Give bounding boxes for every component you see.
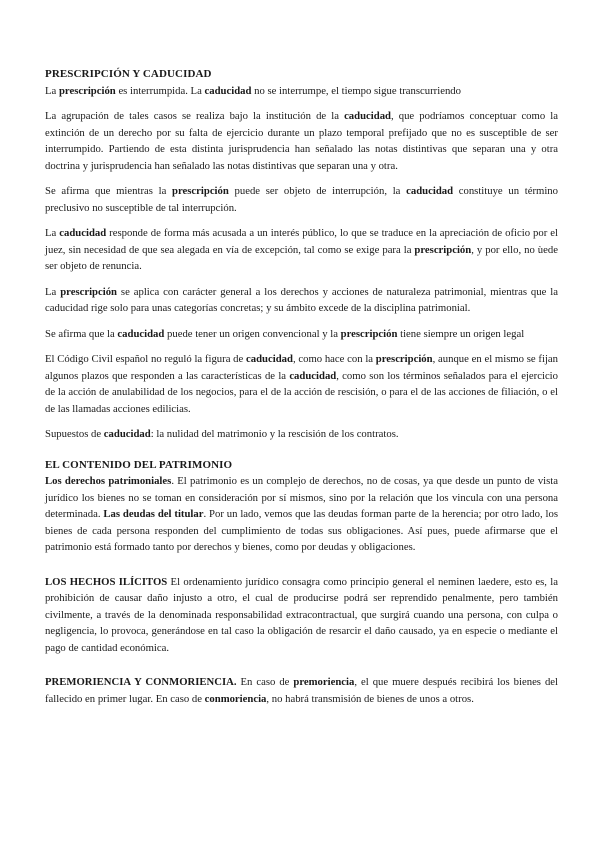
paragraph: Se afirma que mientras la prescripción puede ser objeto de interrupción, la caducidad constituye un término preclusivo no susceptible de tal interrupción. — [45, 185, 558, 214]
section-heading-patrimonio: EL CONTENIDO DEL PATRIMONIO — [45, 458, 233, 471]
paragraph: Los derechos patrimoniales. El patrimonio es un complejo de derechos, no de cosas, ya que desde un punto de vista jurídico los bienes no se toman en consideración por sí mismos, sino por la relación que los vincula con una persona determinada. Las deudas del titular. Por un lado, vemos que las deudas forman parte de la herencia; por otro lado, los bienes de cada persona responden del cumplimiento de todas sus obligaciones. Así pues, puede afirmarse que el patrimonio está formado tanto por derechos y bienes, como por deudas y obligaciones. — [45, 475, 559, 553]
paragraph: La prescripción es interrumpida. La caducidad no se interrumpe, el tiempo sigue transcurriendo — [45, 84, 461, 97]
document-page — [45, 66, 558, 716]
paragraph: La agrupación de tales casos se realiza bajo la institución de la caducidad, que podríamos conceptuar como la extinción de un derecho por su falta de ejercicio durante un plazo temporal prefijado que no es susceptible de ser interrumpido. Partiendo de esta distinta jurisprudencia han señalado las notas distintivas que separan una y otra doctrina y jurisprudencia han señalado las notas distintivas que separan una y otra. — [45, 110, 558, 172]
paragraph: La caducidad responde de forma más acusada a un interés público, lo que se traduce en la apreciación de oficio por el juez, sin necesidad de que sea alegada en vía de excepción, tal como se exige para la prescripción, y por ello, no ùede ser objeto de renuncia. — [45, 227, 558, 272]
paragraph: PREMORIENCIA Y CONMORIENCIA. En caso de premoriencia, el que muere después recibirá los bienes del fallecido en primer lugar. En caso de conmoriencia, no habrá transmisión de bienes de unos a otros. — [45, 676, 559, 705]
paragraph: LOS HECHOS ILÍCITOS El ordenamiento jurídico consagra como principio general el neminen laedere, esto es, la prohibición de causar daño injusto a otro, el cual de producirse podrá ser reprendido penalmente, pero también civilmente, a través de la denominada responsabilidad extracontractual, que surgirá cuando una persona, con culpa o negligencia, lo provoca, generándose en tal caso la obligación de resarcir el daño causado, ya en especie o mediante el pago de cantidad económica. — [45, 575, 558, 654]
paragraph: La prescripción se aplica con carácter general a los derechos y acciones de naturaleza patrimonial, mientras que la caducidad rige solo para unas categorías concretas; y su ámbito excede de la disciplina patrimonial. — [45, 285, 558, 314]
paragraph: Supuestos de caducidad: la nulidad del matrimonio y la rescisión de los contratos. — [45, 428, 399, 440]
paragraph: El Código Civil español no reguló la figura de caducidad, como hace con la prescripción, aunque en el mismo se fijan algunos plazos que responden a las características de la caducidad, como son los términos señalados para el ejercicio de la acción de anulabilidad de los negocios, para el de la acción de rescisión, o para el de las acciones de filiación, o el de las llamadas acciones edilicias. — [45, 353, 558, 415]
section-heading-prescripcion: PRESCRIPCIÓN Y CADUCIDAD — [45, 68, 212, 80]
paragraph: Se afirma que la caducidad puede tener un origen convencional y la prescripción tiene siempre un origen legal — [45, 327, 525, 340]
